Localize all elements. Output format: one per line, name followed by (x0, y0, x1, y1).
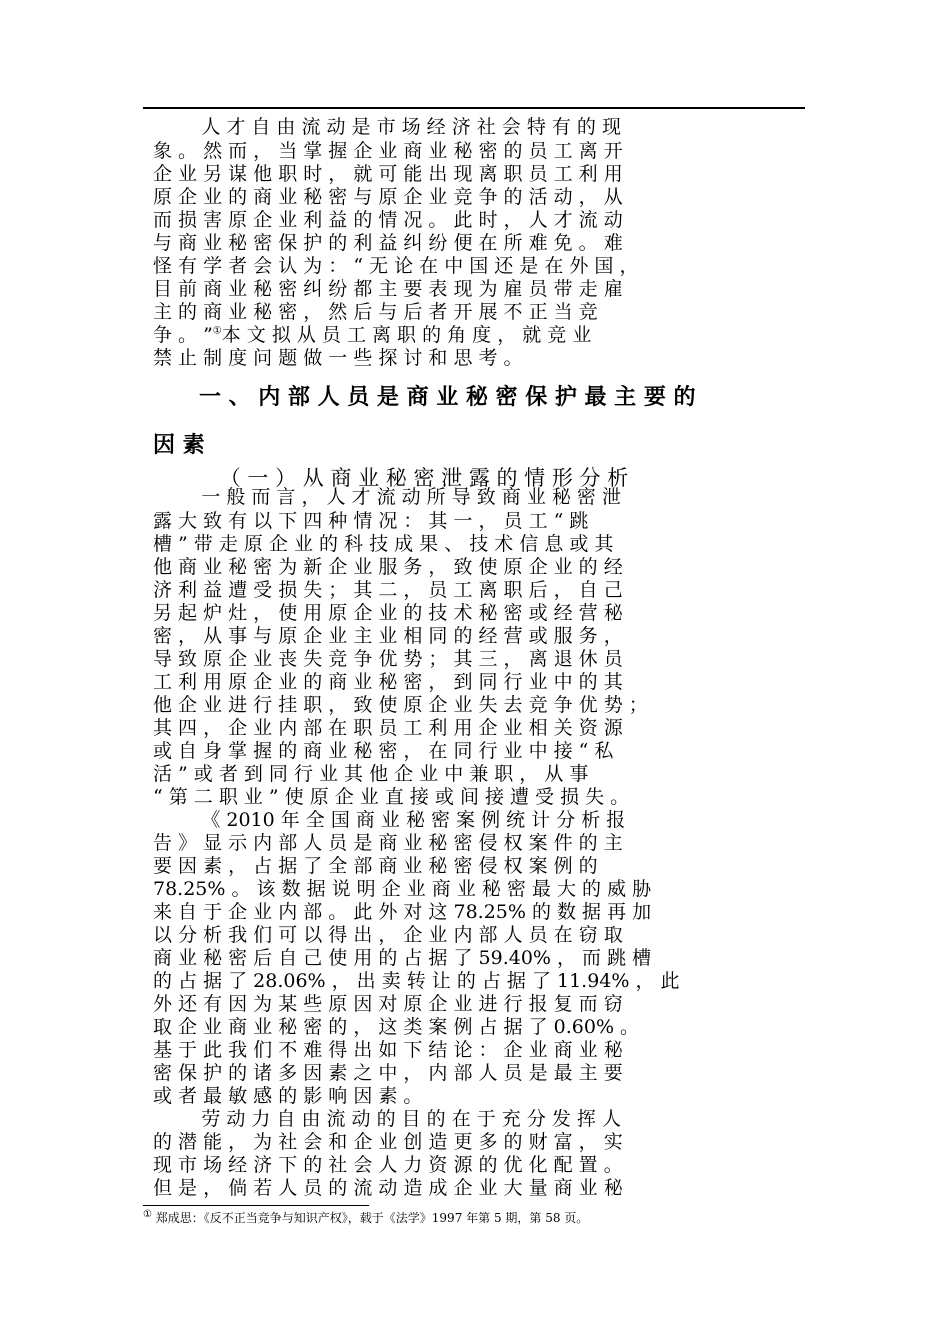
text-line: 的 占 据 了 28.06% ， 出 卖 转 让 的 占 据 了 11.94% ， 此 (153, 970, 680, 992)
text-line: “ 第 二 职 业 ” 使 原 企 业 直 接 或 间 接 遭 受 损 失 。 (153, 786, 630, 808)
text-line (153, 324, 591, 347)
text-line: 人 才 自 由 流 动 是 市 场 经 济 社 会 特 有 的 现 (153, 116, 621, 138)
text-line: 以 分 析 我 们 可 以 得 出 ， 企 业 内 部 人 员 在 窃 取 (153, 924, 623, 946)
text-line: 一 般 而 言 ， 人 才 流 动 所 导 致 商 业 秘 密 泄 (153, 486, 621, 508)
text-line: 而 损 害 原 企 业 利 益 的 情 况 。 此 时 ， 人 才 流 动 (153, 209, 623, 231)
text-line: 要 因 素 ， 占 据 了 全 部 商 业 秘 密 侵 权 案 例 的 (153, 855, 598, 877)
text-line: 他 企 业 进 行 挂 职 ， 致 使 原 企 业 失 去 竞 争 优 势 ； (153, 694, 648, 716)
section-heading-continued: 因 素 (153, 433, 205, 458)
footnote (143, 1210, 588, 1226)
text-line: 另 起 炉 灶 ， 使 用 原 企 业 的 技 术 秘 密 或 经 营 秘 (153, 602, 623, 624)
text-line: 象 。 然 而 ， 当 掌 握 企 业 商 业 秘 密 的 员 工 离 开 (153, 140, 623, 162)
text-line: 密 ， 从 事 与 原 企 业 主 业 相 同 的 经 营 或 服 务 ， (153, 625, 623, 647)
text-line: 济 利 益 遭 受 损 失 ； 其 二 ， 员 工 离 职 后 ， 自 己 (153, 579, 623, 601)
text-line: 槽 ” 带 走 原 企 业 的 科 技 成 果 、 技 术 信 息 或 其 (153, 533, 614, 555)
text-line: 外 还 有 因 为 某 些 原 因 对 原 企 业 进 行 报 复 而 窃 (153, 993, 623, 1015)
text-line: 的 潜 能 ， 为 社 会 和 企 业 创 造 更 多 的 财 富 ， 实 (153, 1131, 623, 1153)
top-rule (143, 107, 805, 109)
footnote-marker: ① (143, 1209, 152, 1220)
text-line: 来 自 于 企 业 内 部 。 此 外 对 这 78.25% 的 数 据 再 加 (153, 901, 652, 923)
text-line: 禁 止 制 度 问 题 做 一 些 探 讨 和 思 考 。 (153, 347, 523, 369)
text-line: 但 是 ， 倘 若 人 员 的 流 动 造 成 企 业 大 量 商 业 秘 (153, 1177, 623, 1199)
text-line: 商 业 秘 密 后 自 己 使 用 的 占 据 了 59.40% ， 而 跳 槽 (153, 947, 652, 969)
text-line: 或 自 身 掌 握 的 商 业 秘 密 ， 在 同 行 业 中 接 “ 私 (153, 740, 614, 762)
text-fragment: 争 。 ” (153, 324, 213, 346)
text-line: 或 者 最 敏 感 的 影 响 因 素 。 (153, 1085, 423, 1107)
footnote-text: 郑成思：《反不正当竞争与知识产权》，载于《法学》1997 年第 5 期，第 58 页。 (151, 1211, 589, 1225)
text-line: 露 大 致 有 以 下 四 种 情 况 ： 其 一 ， 员 工 “ 跳 (153, 510, 589, 532)
text-line: 78.25% 。 该 数 据 说 明 企 业 商 业 秘 密 最 大 的 威 胁 (153, 878, 652, 900)
text-line: 告 》 显 示 内 部 人 员 是 商 业 秘 密 侵 权 案 件 的 主 (153, 832, 623, 854)
text-line: 现 市 场 经 济 下 的 社 会 人 力 资 源 的 优 化 配 置 。 (153, 1154, 623, 1176)
footnote-rule (143, 1205, 369, 1206)
text-line: 工 利 用 原 企 业 的 商 业 秘 密 ， 到 同 行 业 中 的 其 (153, 671, 623, 693)
text-line: 主 的 商 业 秘 密 ， 然 后 与 后 者 开 展 不 正 当 竞 (153, 301, 598, 323)
text-line: 其 四 ， 企 业 内 部 在 职 员 工 利 用 企 业 相 关 资 源 (153, 717, 623, 739)
text-line: 目 前 商 业 秘 密 纠 纷 都 主 要 表 现 为 雇 员 带 走 雇 (153, 278, 623, 300)
text-line: 密 保 护 的 诸 多 因 素 之 中 ， 内 部 人 员 是 最 主 要 (153, 1062, 623, 1084)
text-line: 导 致 原 企 业 丧 失 竞 争 优 势 ； 其 三 ， 离 退 休 员 (153, 648, 623, 670)
text-line: 与 商 业 秘 密 保 护 的 利 益 纠 纷 便 在 所 难 免 。 难 (153, 232, 623, 254)
text-line: 企 业 另 谋 他 职 时 ， 就 可 能 出 现 离 职 员 工 利 用 (153, 163, 623, 185)
subsection-heading: （ 一 ） 从 商 业 秘 密 泄 露 的 情 形 分 析 (153, 466, 629, 490)
text-line: 《 2010 年 全 国 商 业 秘 密 案 例 统 计 分 析 报 (153, 809, 626, 831)
text-line: 怪 有 学 者 会 认 为 ： “ 无 论 在 中 国 还 是 在 外 国 ， (153, 255, 639, 277)
text-fragment: 本 文 拟 从 员 工 离 职 的 角 度 ， 就 竞 业 (221, 324, 592, 346)
footnote-reference: ① (212, 325, 222, 337)
text-line: 基 于 此 我 们 不 难 得 出 如 下 结 论 ： 企 业 商 业 秘 (153, 1039, 623, 1061)
text-line: 取 企 业 商 业 秘 密 的 ， 这 类 案 例 占 据 了 0.60% 。 (153, 1016, 640, 1038)
text-line: 劳 动 力 自 由 流 动 的 目 的 在 于 充 分 发 挥 人 (153, 1108, 621, 1130)
section-heading: 一 、 内 部 人 员 是 商 业 秘 密 保 护 最 主 要 的 (153, 385, 696, 410)
text-line: 活 ” 或 者 到 同 行 业 其 他 企 业 中 兼 职 ， 从 事 (153, 763, 589, 785)
text-line: 原 企 业 的 商 业 秘 密 与 原 企 业 竞 争 的 活 动 ， 从 (153, 186, 623, 208)
text-line: 他 商 业 秘 密 为 新 企 业 服 务 ， 致 使 原 企 业 的 经 (153, 556, 623, 578)
